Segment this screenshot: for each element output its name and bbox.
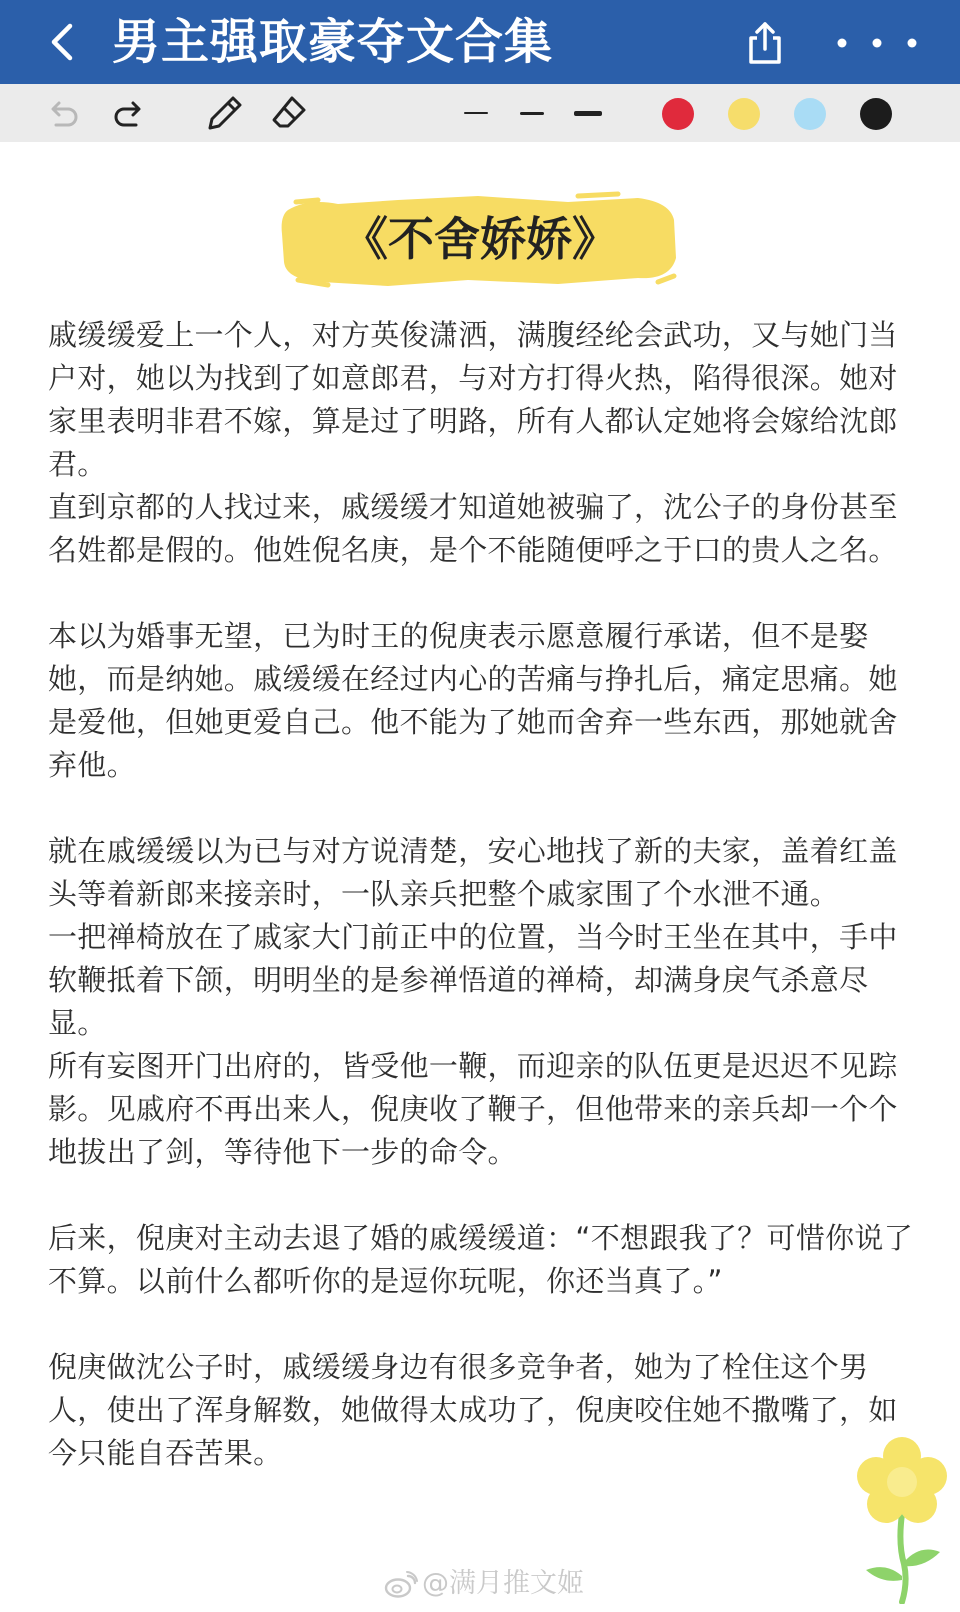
book-title-banner bbox=[278, 190, 682, 290]
pen-width-thin-line bbox=[464, 112, 488, 114]
story-paragraph: 所有妄图开门出府的，皆受他一鞭，而迎亲的队伍更是迟迟不见踪影。见戚府不再出来人，倪庚收了鞭子，但他带来的亲兵却一个个地拔出了剑，等待他下一步的命令。 bbox=[48, 1049, 898, 1169]
story-paragraph: 倪庚做沈公子时，戚缓缓身边有很多竞争者，她为了栓住这个男人，使出了浑身解数，她做得太成功了，倪庚咬住她不撒嘴了，如今只能自吞苦果。 bbox=[48, 1350, 898, 1470]
color-swatch-black[interactable] bbox=[860, 98, 892, 130]
story-paragraph: 一把禅椅放在了戚家大门前正中的位置，当今时王坐在其中，手中软鞭抵着下颌，明明坐的是参禅悟道的禅椅，却满身戾气杀意尽显。 bbox=[48, 920, 898, 1040]
back-button[interactable] bbox=[38, 16, 90, 68]
undo-button[interactable] bbox=[42, 92, 84, 134]
more-dots-icon bbox=[832, 26, 922, 60]
story-paragraph: 后来，倪庚对主动去退了婚的戚缓缓道：“不想跟我了？可惜你说了不算。以前什么都听你的是逗你玩呢，你还当真了。” bbox=[48, 1221, 914, 1298]
pen-width-medium[interactable] bbox=[520, 92, 544, 134]
watermark-text: @满月推文姬 bbox=[422, 1568, 584, 1599]
pen-width-medium-line bbox=[520, 112, 544, 115]
more-button[interactable] bbox=[832, 26, 922, 60]
yellow-flower-icon bbox=[852, 1434, 952, 1604]
paragraph-gap bbox=[48, 572, 918, 615]
document-content bbox=[0, 142, 960, 1612]
pen-icon bbox=[204, 92, 246, 134]
paragraph-gap bbox=[48, 1303, 918, 1346]
pen-width-thin[interactable] bbox=[464, 92, 488, 134]
color-swatch-light-blue[interactable] bbox=[794, 98, 826, 130]
chevron-left-icon bbox=[38, 16, 90, 68]
paragraph-gap bbox=[48, 1174, 918, 1217]
redo-icon bbox=[108, 92, 150, 134]
app-header bbox=[0, 0, 960, 84]
story-paragraph: 就在戚缓缓以为已与对方说清楚，安心地找了新的夫家，盖着红盖头等着新郎来接亲时，一队亲兵把整个戚家围了个水泄不通。 bbox=[48, 834, 898, 911]
story-paragraph: 本以为婚事无望，已为时王的倪庚表示愿意履行承诺，但不是娶她，而是纳她。戚缓缓在经过内心的苦痛与挣扎后，痛定思痛。她是爱他，但她更爱自己。他不能为了她而舍弃一些东西，那她就舍弃他。 bbox=[48, 619, 898, 782]
annotation-toolbar bbox=[0, 84, 960, 142]
pen-width-thick[interactable] bbox=[574, 92, 602, 134]
page-title: 男主强取豪夺文合集 bbox=[112, 14, 554, 70]
pen-width-thick-line bbox=[574, 111, 602, 116]
story-text bbox=[48, 314, 918, 1475]
weibo-logo-icon bbox=[384, 1571, 418, 1599]
eraser-icon bbox=[268, 92, 310, 134]
watermark bbox=[384, 1564, 584, 1604]
pen-tool-button[interactable] bbox=[204, 92, 246, 134]
book-title: 《不舍娇娇》 bbox=[342, 212, 618, 266]
story-paragraph: 戚缓缓爱上一个人，对方英俊潇洒，满腹经纶会武功，又与她门当户对，她以为找到了如意郎君，与对方打得火热，陷得很深。她对家里表明非君不嫁，算是过了明路，所有人都认定她将会嫁给沈郎君。 bbox=[48, 318, 898, 481]
color-swatch-red[interactable] bbox=[662, 98, 694, 130]
share-button[interactable] bbox=[740, 18, 790, 68]
undo-icon bbox=[42, 92, 84, 134]
eraser-tool-button[interactable] bbox=[268, 92, 310, 134]
share-icon bbox=[740, 18, 790, 68]
story-paragraph: 直到京都的人找过来，戚缓缓才知道她被骗了，沈公子的身份甚至名姓都是假的。他姓倪名庚，是个不能随便呼之于口的贵人之名。 bbox=[48, 490, 898, 567]
redo-button[interactable] bbox=[108, 92, 150, 134]
paragraph-gap bbox=[48, 787, 918, 830]
color-swatch-yellow[interactable] bbox=[728, 98, 760, 130]
